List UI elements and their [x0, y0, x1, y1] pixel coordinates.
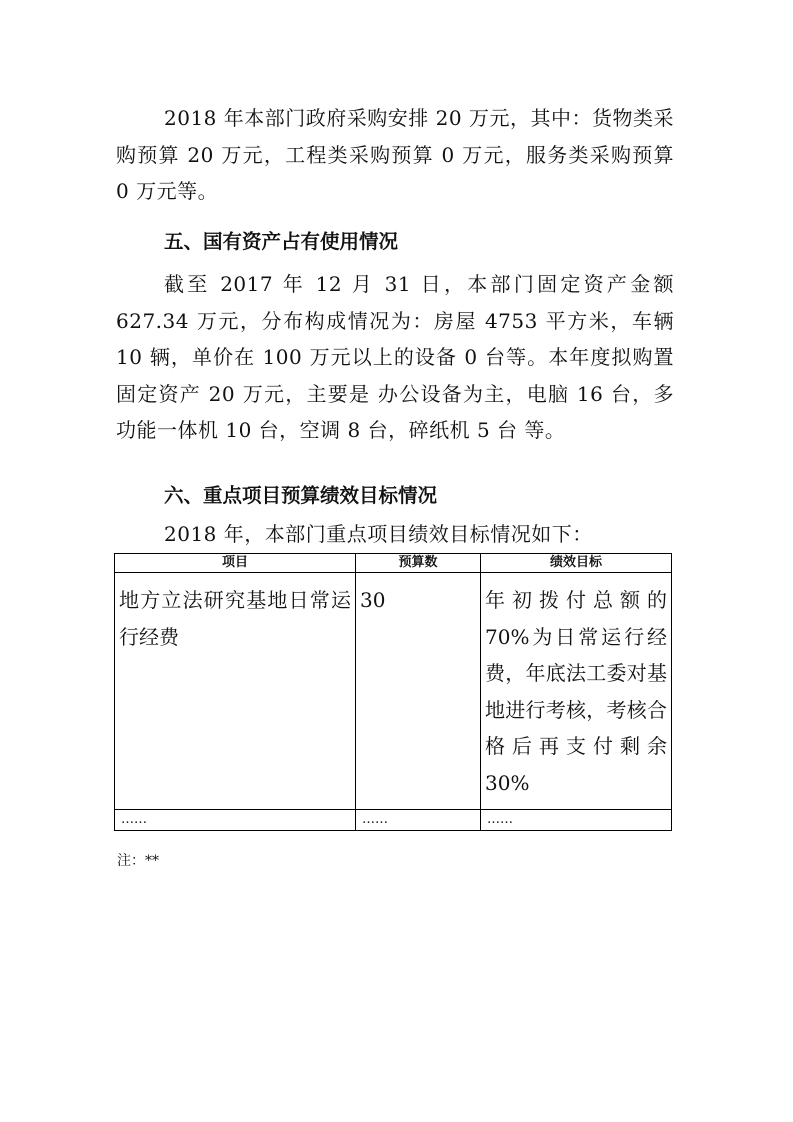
- performance-intro: 2018 年，本部门重点项目绩效目标情况如下：: [164, 522, 593, 546]
- goal-cell: 年初拨付总额的 70%为日常运行经费，年底法工委对基地进行考核，考核合格后再支付剩余 30%: [481, 573, 672, 810]
- section-six-heading: 六、重点项目预算绩效目标情况: [164, 484, 438, 507]
- project-cell: 地方立法研究基地日常运行经费: [115, 573, 356, 810]
- assets-paragraph: 截至 2017 年 12 月 31 日，本部门固定资产金额 627.34 万元，分布构成情况为：房屋 4753 平方米，车辆 10 辆，单价在 100 万元以上的设备 0 台等。本年度拟购置固定资产 20 万元，主要是 办公设备为主，电脑 16 台，多功能一体机 10 台，空调 8 台，碎纸机 5 台 等。: [116, 272, 674, 442]
- performance-table: [114, 553, 672, 831]
- section-five-heading: 五、国有资产占有使用情况: [164, 230, 399, 253]
- goal-cell: ……: [481, 810, 672, 831]
- header-goal: 绩效目标: [481, 554, 672, 573]
- budget-cell: ……: [356, 810, 481, 831]
- table-note: 注：**: [117, 853, 159, 869]
- header-budget: 预算数: [356, 554, 481, 573]
- table-header-row: [115, 554, 672, 573]
- table-row: [115, 573, 672, 810]
- procurement-paragraph: 2018 年本部门政府采购安排 20 万元，其中：货物类采购预算 20 万元，工程类采购预算 0 万元，服务类采购预算 0 万元等。: [116, 106, 674, 203]
- table-row: [115, 810, 672, 831]
- header-project: 项目: [115, 554, 356, 573]
- project-cell: ……: [115, 810, 356, 831]
- budget-cell: 30: [356, 573, 481, 810]
